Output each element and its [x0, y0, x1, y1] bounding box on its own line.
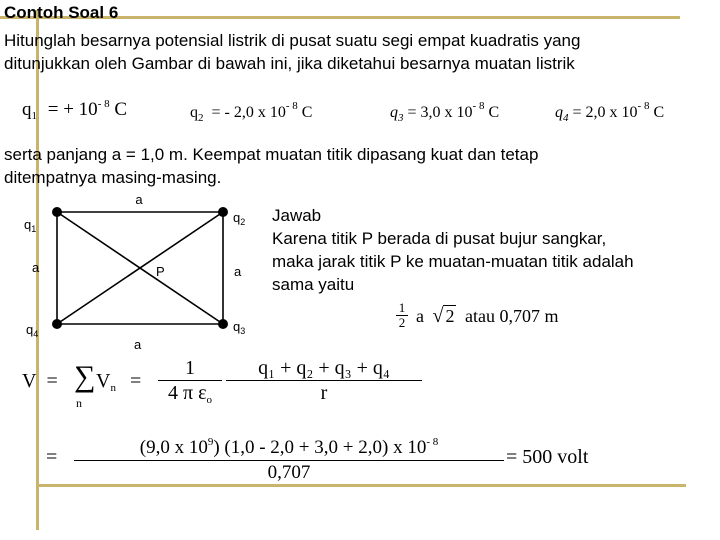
side-label-bottom: a: [134, 337, 142, 352]
formula-v-lhs: V =: [22, 370, 58, 392]
answer-line-2: Karena titik P berada di pusat bujur sangkar,: [272, 229, 607, 248]
charge-sum-fraction: [226, 356, 422, 405]
numeric-fraction: [74, 430, 504, 485]
label-q1: $q_1$: [24, 217, 37, 234]
answer-line-4: sama yaitu: [272, 275, 355, 294]
label-q3: $q_3$: [233, 319, 246, 336]
dist-fraction-den: 2: [396, 315, 408, 330]
charge-q2: $q_2$ = - 2,0 x $10^{- 8}$ C: [190, 100, 313, 124]
charge-dot-q2: [218, 207, 228, 217]
charge-q4: $q_4 = 2,0$ x $10^{- 8}$ C: [555, 100, 665, 124]
coulomb-fraction: [158, 356, 222, 412]
numeric-fraction-den: 0,707: [74, 460, 504, 485]
sum-symbol: ∑: [74, 360, 96, 393]
dist-fraction-num: 1: [398, 300, 406, 315]
charge-q1: $q_1$ = + $10^{- 8}$ C: [22, 98, 128, 122]
coulomb-fraction-num: 1: [185, 357, 195, 379]
vn-term: $V_n$: [96, 370, 116, 394]
formula-eq-2: =: [130, 370, 142, 392]
charge-sum-num: q₁ + q₂ + q₃ + q₄: [258, 357, 390, 379]
side-label-top: a: [135, 192, 143, 207]
charge-sum-den: r: [226, 380, 422, 405]
answer-line-3: maka jarak titik P ke muatan-muatan titik adalah: [272, 252, 634, 271]
label-q2: $q_2$: [233, 210, 246, 227]
dist-fraction: [396, 301, 408, 330]
question-line-3: serta panjang a = 1,0 m. Keempat muatan titik dipasang kuat dan tetap: [4, 145, 539, 164]
square-diagram: [20, 188, 270, 358]
result: = 500 volt: [506, 446, 589, 468]
charge-dot-q1: [52, 207, 62, 217]
question-line-1: Hitunglah besarnya potensial listrik di pusat suatu segi empat kuadratis yang: [4, 31, 581, 50]
answer-line-1: Jawab: [272, 206, 322, 225]
charge-q3: $q_3 = 3,0$ x $10^{- 8}$ C: [390, 100, 500, 124]
center-label-p: P: [156, 264, 165, 279]
slide-title: Contoh Soal 6: [4, 3, 119, 22]
side-label-left: a: [32, 260, 40, 275]
charge-dot-q4: [52, 319, 62, 329]
label-q4: $q_4$: [26, 322, 39, 339]
sum-index: n: [76, 396, 82, 410]
question-line-4: ditempatnya masing-masing.: [4, 168, 222, 187]
formula2-eq: =: [46, 446, 58, 468]
side-label-right: a: [234, 264, 242, 279]
question-line-2: ditunjukkan oleh Gambar di bawah ini, jika diketahui besarnya muatan listrik: [4, 54, 575, 73]
dist-expression: a √ 2 atau 0,707 m: [416, 305, 559, 327]
coulomb-fraction-den: 4 π $\varepsilon_o$: [158, 380, 222, 412]
charge-dot-q3: [218, 319, 228, 329]
numeric-fraction-num: (9,0 x $10^9$) (1,0 - 2,0 + 3,0 + 2,0) x $10^{- 8}$: [139, 436, 439, 458]
